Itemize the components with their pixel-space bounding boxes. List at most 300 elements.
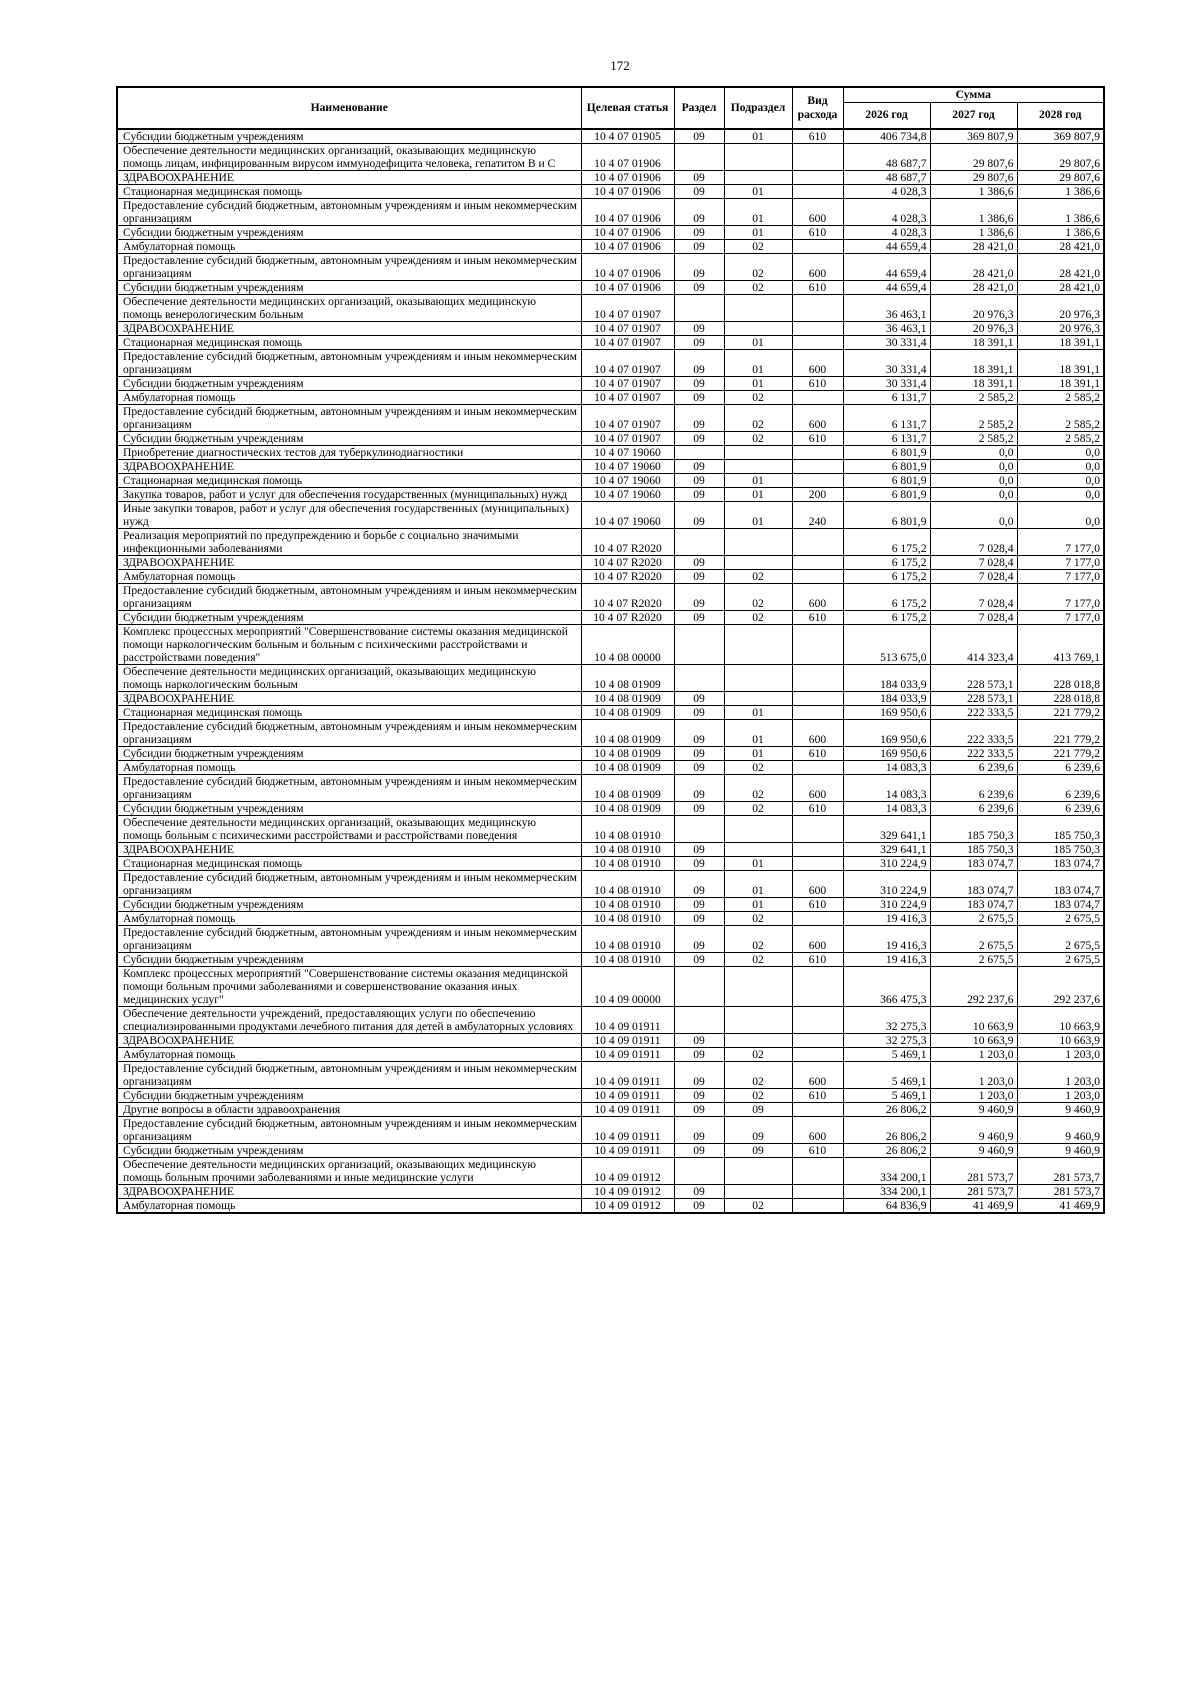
row-sum-2028: 29 807,6 [1017, 143, 1104, 170]
row-sum-2028: 7 177,0 [1017, 555, 1104, 569]
row-sum-2028: 41 469,9 [1017, 1198, 1104, 1213]
row-sum-2028: 0,0 [1017, 501, 1104, 528]
row-sum-2026: 513 675,0 [843, 624, 930, 664]
table-row [117, 376, 1104, 390]
row-target-code: 10 4 08 01909 [581, 774, 674, 801]
row-target-code: 10 4 09 01911 [581, 1047, 674, 1061]
row-section: 09 [674, 431, 724, 445]
row-sum-2027: 18 391,1 [930, 335, 1017, 349]
row-subsection: 01 [724, 376, 792, 390]
row-section: 09 [674, 459, 724, 473]
row-target-code: 10 4 07 R2020 [581, 555, 674, 569]
row-section: 09 [674, 583, 724, 610]
row-expense-type [792, 1047, 843, 1061]
row-sum-2028: 0,0 [1017, 487, 1104, 501]
row-section: 09 [674, 404, 724, 431]
row-expense-type: 600 [792, 774, 843, 801]
row-sum-2028: 2 585,2 [1017, 431, 1104, 445]
row-expense-type: 610 [792, 1143, 843, 1157]
row-subsection [724, 664, 792, 691]
row-target-code: 10 4 07 01906 [581, 198, 674, 225]
row-sum-2027: 6 239,6 [930, 801, 1017, 815]
row-section: 09 [674, 1184, 724, 1198]
row-expense-type [792, 664, 843, 691]
row-sum-2026: 5 469,1 [843, 1047, 930, 1061]
row-section [674, 1157, 724, 1184]
row-target-code: 10 4 08 01910 [581, 952, 674, 966]
row-expense-type: 600 [792, 349, 843, 376]
row-section: 09 [674, 184, 724, 198]
row-section: 09 [674, 1088, 724, 1102]
row-target-code: 10 4 08 01910 [581, 815, 674, 842]
row-sum-2026: 19 416,3 [843, 925, 930, 952]
row-section: 09 [674, 239, 724, 253]
row-sum-2026: 32 275,3 [843, 1033, 930, 1047]
row-sum-2028: 0,0 [1017, 459, 1104, 473]
table-row [117, 583, 1104, 610]
row-sum-2027: 2 585,2 [930, 404, 1017, 431]
row-subsection [724, 1006, 792, 1033]
row-section: 09 [674, 225, 724, 239]
row-sum-2027: 222 333,5 [930, 719, 1017, 746]
row-sum-2026: 334 200,1 [843, 1184, 930, 1198]
row-target-code: 10 4 09 01911 [581, 1143, 674, 1157]
row-target-code: 10 4 07 01907 [581, 321, 674, 335]
row-name: Субсидии бюджетным учреждениям [117, 952, 581, 966]
row-expense-type: 610 [792, 1088, 843, 1102]
row-target-code: 10 4 09 01911 [581, 1116, 674, 1143]
row-sum-2026: 14 083,3 [843, 774, 930, 801]
row-subsection: 01 [724, 856, 792, 870]
row-subsection: 01 [724, 897, 792, 911]
row-sum-2027: 369 807,9 [930, 129, 1017, 144]
row-subsection: 02 [724, 253, 792, 280]
row-name: Амбулаторная помощь [117, 390, 581, 404]
row-target-code: 10 4 08 01910 [581, 925, 674, 952]
row-expense-type [792, 335, 843, 349]
row-expense-type [792, 842, 843, 856]
table-row [117, 170, 1104, 184]
row-sum-2027: 0,0 [930, 501, 1017, 528]
row-sum-2026: 30 331,4 [843, 335, 930, 349]
row-section: 09 [674, 501, 724, 528]
row-sum-2028: 7 177,0 [1017, 583, 1104, 610]
row-sum-2028: 221 779,2 [1017, 746, 1104, 760]
row-sum-2027: 7 028,4 [930, 610, 1017, 624]
row-target-code: 10 4 07 01907 [581, 390, 674, 404]
row-expense-type: 600 [792, 253, 843, 280]
row-expense-type: 600 [792, 583, 843, 610]
row-sum-2027: 183 074,7 [930, 897, 1017, 911]
row-sum-2027: 28 421,0 [930, 280, 1017, 294]
row-target-code: 10 4 08 01909 [581, 801, 674, 815]
row-target-code: 10 4 09 01912 [581, 1184, 674, 1198]
row-sum-2027: 28 421,0 [930, 253, 1017, 280]
row-target-code: 10 4 07 01906 [581, 184, 674, 198]
row-sum-2028: 9 460,9 [1017, 1102, 1104, 1116]
table-row [117, 349, 1104, 376]
row-expense-type: 610 [792, 431, 843, 445]
row-expense-type: 240 [792, 501, 843, 528]
row-sum-2028: 6 239,6 [1017, 760, 1104, 774]
row-sum-2028: 2 585,2 [1017, 390, 1104, 404]
row-sum-2026: 32 275,3 [843, 1006, 930, 1033]
row-sum-2028: 28 421,0 [1017, 239, 1104, 253]
row-subsection: 02 [724, 911, 792, 925]
row-sum-2026: 26 806,2 [843, 1102, 930, 1116]
row-target-code: 10 4 07 01907 [581, 404, 674, 431]
row-target-code: 10 4 07 01906 [581, 143, 674, 170]
row-subsection [724, 528, 792, 555]
table-row [117, 801, 1104, 815]
row-sum-2026: 169 950,6 [843, 719, 930, 746]
row-subsection [724, 321, 792, 335]
row-target-code: 10 4 08 01910 [581, 870, 674, 897]
row-target-code: 10 4 09 01911 [581, 1033, 674, 1047]
row-expense-type [792, 1157, 843, 1184]
row-section [674, 664, 724, 691]
row-sum-2026: 184 033,9 [843, 691, 930, 705]
row-section [674, 445, 724, 459]
row-expense-type: 600 [792, 1116, 843, 1143]
row-name: Амбулаторная помощь [117, 1198, 581, 1213]
table-row [117, 1116, 1104, 1143]
row-expense-type [792, 1006, 843, 1033]
row-target-code: 10 4 08 01909 [581, 691, 674, 705]
row-target-code: 10 4 08 01909 [581, 719, 674, 746]
row-target-code: 10 4 07 01906 [581, 253, 674, 280]
row-section: 09 [674, 555, 724, 569]
row-subsection: 01 [724, 501, 792, 528]
table-row [117, 445, 1104, 459]
row-sum-2026: 5 469,1 [843, 1088, 930, 1102]
row-target-code: 10 4 09 01911 [581, 1088, 674, 1102]
row-expense-type: 610 [792, 952, 843, 966]
row-expense-type [792, 445, 843, 459]
row-sum-2026: 48 687,7 [843, 170, 930, 184]
row-expense-type [792, 555, 843, 569]
row-expense-type: 610 [792, 746, 843, 760]
table-row [117, 129, 1104, 144]
row-section: 09 [674, 335, 724, 349]
table-row [117, 321, 1104, 335]
row-subsection: 01 [724, 225, 792, 239]
row-section: 09 [674, 1198, 724, 1213]
row-expense-type [792, 705, 843, 719]
row-expense-type: 600 [792, 404, 843, 431]
row-subsection [724, 842, 792, 856]
table-row [117, 746, 1104, 760]
row-sum-2027: 0,0 [930, 473, 1017, 487]
row-section [674, 294, 724, 321]
row-name: Обеспечение деятельности медицинских организаций, оказывающих медицинскую помощь больным прочими заболеваниями и иные медицинские услуги [117, 1157, 581, 1184]
row-sum-2026: 6 801,9 [843, 487, 930, 501]
table-row [117, 253, 1104, 280]
row-name: Стационарная медицинская помощь [117, 473, 581, 487]
row-sum-2028: 7 177,0 [1017, 569, 1104, 583]
row-section: 09 [674, 897, 724, 911]
row-sum-2026: 310 224,9 [843, 897, 930, 911]
row-section: 09 [674, 569, 724, 583]
row-expense-type: 600 [792, 925, 843, 952]
row-sum-2028: 1 203,0 [1017, 1088, 1104, 1102]
row-name: Субсидии бюджетным учреждениям [117, 225, 581, 239]
row-sum-2026: 64 836,9 [843, 1198, 930, 1213]
row-sum-2027: 2 585,2 [930, 390, 1017, 404]
row-expense-type: 600 [792, 1061, 843, 1088]
row-expense-type: 610 [792, 129, 843, 144]
row-expense-type [792, 1102, 843, 1116]
row-sum-2028: 0,0 [1017, 445, 1104, 459]
row-sum-2028: 413 769,1 [1017, 624, 1104, 664]
row-section: 09 [674, 198, 724, 225]
row-target-code: 10 4 07 01907 [581, 431, 674, 445]
row-sum-2026: 4 028,3 [843, 184, 930, 198]
table-row [117, 239, 1104, 253]
table-row [117, 198, 1104, 225]
row-name: Субсидии бюджетным учреждениям [117, 1088, 581, 1102]
row-subsection: 09 [724, 1102, 792, 1116]
row-expense-type: 610 [792, 376, 843, 390]
row-name: Амбулаторная помощь [117, 239, 581, 253]
row-sum-2028: 183 074,7 [1017, 856, 1104, 870]
row-subsection: 09 [724, 1116, 792, 1143]
row-name: Иные закупки товаров, работ и услуг для обеспечения государственных (муниципальных) нужд [117, 501, 581, 528]
row-name: Предоставление субсидий бюджетным, автономным учреждениям и иным некоммерческим организациям [117, 349, 581, 376]
row-expense-type: 600 [792, 719, 843, 746]
row-sum-2026: 6 175,2 [843, 583, 930, 610]
row-section: 09 [674, 1061, 724, 1088]
row-target-code: 10 4 08 01910 [581, 897, 674, 911]
row-target-code: 10 4 07 19060 [581, 487, 674, 501]
row-expense-type [792, 170, 843, 184]
table-row [117, 870, 1104, 897]
table-row [117, 569, 1104, 583]
row-section: 09 [674, 129, 724, 144]
table-row [117, 473, 1104, 487]
row-sum-2027: 228 573,1 [930, 664, 1017, 691]
page-number: 172 [610, 58, 630, 73]
row-name: Обеспечение деятельности медицинских организаций, оказывающих медицинскую помощь наркологическим больным [117, 664, 581, 691]
row-subsection [724, 1157, 792, 1184]
row-section: 09 [674, 842, 724, 856]
row-sum-2026: 30 331,4 [843, 349, 930, 376]
row-expense-type [792, 1184, 843, 1198]
row-sum-2028: 2 585,2 [1017, 404, 1104, 431]
row-sum-2028: 28 421,0 [1017, 280, 1104, 294]
row-sum-2026: 169 950,6 [843, 705, 930, 719]
row-sum-2026: 30 331,4 [843, 376, 930, 390]
row-section: 09 [674, 911, 724, 925]
row-name: Обеспечение деятельности учреждений, предоставляющих услуги по обеспечению специализированными продуктами лечебного питания для детей в амбулаторных условиях [117, 1006, 581, 1033]
row-sum-2027: 2 675,5 [930, 952, 1017, 966]
row-section: 09 [674, 746, 724, 760]
row-sum-2026: 6 801,9 [843, 459, 930, 473]
row-subsection: 02 [724, 610, 792, 624]
row-subsection: 01 [724, 719, 792, 746]
row-sum-2027: 222 333,5 [930, 705, 1017, 719]
row-sum-2027: 20 976,3 [930, 321, 1017, 335]
row-sum-2026: 6 801,9 [843, 501, 930, 528]
row-subsection: 02 [724, 774, 792, 801]
row-sum-2027: 29 807,6 [930, 143, 1017, 170]
row-section: 09 [674, 774, 724, 801]
row-sum-2027: 9 460,9 [930, 1102, 1017, 1116]
table-row [117, 1198, 1104, 1213]
row-name: Стационарная медицинская помощь [117, 705, 581, 719]
row-section: 09 [674, 705, 724, 719]
row-sum-2027: 1 386,6 [930, 198, 1017, 225]
row-sum-2027: 281 573,7 [930, 1157, 1017, 1184]
table-row [117, 1047, 1104, 1061]
row-name: Комплекс процессных мероприятий "Совершенствование системы оказания медицинской помощи больным прочими заболеваниями и совершенствование оказания иных медицинских услуг" [117, 966, 581, 1006]
row-subsection [724, 691, 792, 705]
row-sum-2028: 1 386,6 [1017, 198, 1104, 225]
row-sum-2027: 18 391,1 [930, 349, 1017, 376]
row-name: Амбулаторная помощь [117, 569, 581, 583]
row-sum-2028: 2 675,5 [1017, 925, 1104, 952]
row-target-code: 10 4 08 01910 [581, 842, 674, 856]
row-subsection: 01 [724, 335, 792, 349]
row-sum-2028: 9 460,9 [1017, 1116, 1104, 1143]
row-sum-2028: 18 391,1 [1017, 376, 1104, 390]
row-sum-2026: 6 131,7 [843, 431, 930, 445]
row-name: Приобретение диагностических тестов для туберкулинодиагностики [117, 445, 581, 459]
table-row [117, 280, 1104, 294]
table-row [117, 911, 1104, 925]
row-sum-2027: 222 333,5 [930, 746, 1017, 760]
row-target-code: 10 4 07 01905 [581, 129, 674, 144]
row-expense-type: 600 [792, 198, 843, 225]
row-subsection [724, 459, 792, 473]
row-sum-2027: 6 239,6 [930, 774, 1017, 801]
row-expense-type: 600 [792, 870, 843, 897]
row-expense-type [792, 760, 843, 774]
row-section [674, 143, 724, 170]
row-sum-2027: 2 675,5 [930, 911, 1017, 925]
row-sum-2028: 183 074,7 [1017, 870, 1104, 897]
row-subsection [724, 555, 792, 569]
row-expense-type: 610 [792, 225, 843, 239]
row-sum-2026: 406 734,8 [843, 129, 930, 144]
row-sum-2028: 369 807,9 [1017, 129, 1104, 144]
row-sum-2028: 9 460,9 [1017, 1143, 1104, 1157]
row-name: Амбулаторная помощь [117, 1047, 581, 1061]
row-name: Реализация мероприятий по предупреждению и борьбе с социально значимыми инфекционными заболеваниями [117, 528, 581, 555]
row-expense-type: 610 [792, 610, 843, 624]
row-sum-2028: 7 177,0 [1017, 528, 1104, 555]
table-body [117, 129, 1104, 1213]
row-subsection [724, 624, 792, 664]
row-sum-2027: 9 460,9 [930, 1116, 1017, 1143]
row-sum-2027: 28 421,0 [930, 239, 1017, 253]
row-subsection: 02 [724, 1047, 792, 1061]
row-sum-2028: 185 750,3 [1017, 842, 1104, 856]
row-sum-2027: 0,0 [930, 487, 1017, 501]
row-name: Амбулаторная помощь [117, 760, 581, 774]
row-sum-2028: 18 391,1 [1017, 335, 1104, 349]
table-row [117, 555, 1104, 569]
row-expense-type [792, 321, 843, 335]
row-target-code: 10 4 09 01912 [581, 1198, 674, 1213]
row-name: Субсидии бюджетным учреждениям [117, 897, 581, 911]
row-target-code: 10 4 07 19060 [581, 473, 674, 487]
row-subsection: 09 [724, 1143, 792, 1157]
row-target-code: 10 4 07 19060 [581, 445, 674, 459]
row-target-code: 10 4 07 19060 [581, 459, 674, 473]
row-name: Субсидии бюджетным учреждениям [117, 1143, 581, 1157]
row-subsection: 02 [724, 952, 792, 966]
row-sum-2027: 1 203,0 [930, 1088, 1017, 1102]
table-row [117, 1061, 1104, 1088]
header-year-2028: 2028 год [1017, 103, 1104, 129]
row-section [674, 966, 724, 1006]
table-row [117, 143, 1104, 170]
table-row [117, 664, 1104, 691]
row-sum-2028: 29 807,6 [1017, 170, 1104, 184]
row-expense-type [792, 1198, 843, 1213]
row-expense-type [792, 294, 843, 321]
table-row [117, 1088, 1104, 1102]
row-target-code: 10 4 09 01911 [581, 1006, 674, 1033]
row-subsection [724, 445, 792, 459]
row-subsection [724, 170, 792, 184]
row-subsection: 01 [724, 705, 792, 719]
row-name: Предоставление субсидий бюджетным, автономным учреждениям и иным некоммерческим организациям [117, 583, 581, 610]
row-sum-2027: 7 028,4 [930, 583, 1017, 610]
row-sum-2026: 5 469,1 [843, 1061, 930, 1088]
row-sum-2026: 329 641,1 [843, 815, 930, 842]
table-row [117, 294, 1104, 321]
row-sum-2027: 183 074,7 [930, 870, 1017, 897]
row-name: ЗДРАВООХРАНЕНИЕ [117, 1033, 581, 1047]
row-sum-2027: 1 386,6 [930, 184, 1017, 198]
header-year-2026: 2026 год [843, 103, 930, 129]
row-section: 09 [674, 473, 724, 487]
row-name: Стационарная медицинская помощь [117, 856, 581, 870]
row-section: 09 [674, 170, 724, 184]
row-target-code: 10 4 07 19060 [581, 501, 674, 528]
row-section: 09 [674, 1102, 724, 1116]
row-subsection: 01 [724, 129, 792, 144]
row-section: 09 [674, 952, 724, 966]
table-row [117, 404, 1104, 431]
row-sum-2028: 221 779,2 [1017, 705, 1104, 719]
row-subsection: 01 [724, 349, 792, 376]
row-sum-2027: 6 239,6 [930, 760, 1017, 774]
row-sum-2026: 4 028,3 [843, 198, 930, 225]
row-name: Субсидии бюджетным учреждениям [117, 129, 581, 144]
row-expense-type: 610 [792, 897, 843, 911]
row-section: 09 [674, 376, 724, 390]
table-row [117, 1006, 1104, 1033]
row-section: 09 [674, 1143, 724, 1157]
table-row [117, 431, 1104, 445]
row-section: 09 [674, 1116, 724, 1143]
row-sum-2028: 20 976,3 [1017, 321, 1104, 335]
row-subsection: 02 [724, 1198, 792, 1213]
row-sum-2026: 36 463,1 [843, 321, 930, 335]
row-name: ЗДРАВООХРАНЕНИЕ [117, 691, 581, 705]
table-row [117, 705, 1104, 719]
row-expense-type [792, 691, 843, 705]
row-expense-type [792, 966, 843, 1006]
row-sum-2028: 7 177,0 [1017, 610, 1104, 624]
row-name: Предоставление субсидий бюджетным, автономным учреждениям и иным некоммерческим организациям [117, 198, 581, 225]
row-sum-2027: 0,0 [930, 459, 1017, 473]
row-target-code: 10 4 07 01906 [581, 170, 674, 184]
table-row [117, 966, 1104, 1006]
